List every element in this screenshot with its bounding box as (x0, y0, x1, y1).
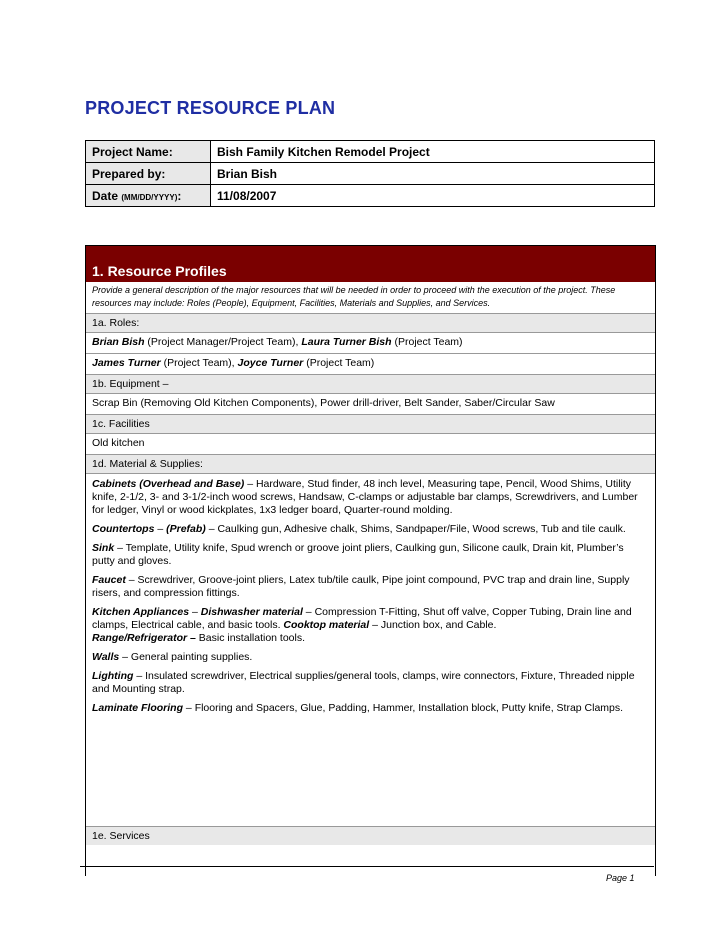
services-header: 1e. Services (86, 827, 655, 845)
project-name-value: Bish Family Kitchen Remodel Project (211, 141, 655, 163)
resource-profiles-section (85, 245, 656, 876)
prepared-by-value: Brian Bish (211, 163, 655, 185)
role-text: (Project Team), (160, 357, 238, 369)
prepared-by-row (86, 163, 655, 185)
role-person: Laura Turner Bish (301, 336, 392, 348)
date-label: Date (92, 188, 119, 203)
list-item: Walls – General painting supplies. (92, 651, 253, 663)
date-row (86, 185, 655, 207)
supplies-header: 1d. Material & Supplies: (86, 455, 655, 474)
date-format-label: (MM/DD/YYYY) (121, 192, 178, 202)
equipment-list: Scrap Bin (Removing Old Kitchen Components), Power drill-driver, Belt Sander, Saber/Circular Saw (86, 394, 655, 415)
project-name-row (86, 141, 655, 163)
role-person: Joyce Turner (237, 357, 304, 369)
list-item: Kitchen Appliances – Dishwasher material – Compression T-Fitting, Shut off valve, Copper Tubing, Drain line and clamps, Electrical cable, and basic tools. Cooktop material – Junction box, and Cable. Range/Refrigerator – Basic installation tools. (92, 606, 632, 644)
page-number: Page 1 (606, 873, 635, 883)
facilities-header: 1c. Facilities (86, 415, 655, 434)
prepared-by-label: Prepared by: (86, 163, 211, 185)
project-name-label: Project Name: (86, 141, 211, 163)
role-text: (Project Team) (303, 357, 375, 369)
list-item: Countertops – (Prefab) – Caulking gun, Adhesive chalk, Shims, Sandpaper/File, Wood screws, Tub and tile caulk. (92, 523, 626, 535)
facilities-list: Old kitchen (86, 434, 655, 455)
footer-divider (80, 866, 654, 867)
role-person: James Turner (92, 357, 161, 369)
project-info-table (85, 140, 655, 207)
date-label-cell (86, 185, 211, 207)
date-colon: : (177, 188, 182, 203)
list-item: Lighting – Insulated screwdriver, Electrical supplies/general tools, clamps, wire connectors, Fixture, Threaded nipple and Mounting strap. (92, 670, 635, 695)
list-item: Faucet – Screwdriver, Groove-joint pliers, Latex tub/tile caulk, Pipe joint compound, PVC trap and drain line, Supply risers, and compression fittings. (92, 574, 630, 599)
section-heading: 1. Resource Profiles (86, 246, 655, 282)
section-description: Provide a general description of the major resources that will be needed in order to proceed with the execution of the project. These resources may include: Roles (People), Equipment, Facilities, Materials and Supplies, and Services. (86, 282, 655, 314)
roles-line-2 (86, 354, 655, 375)
role-text: (Project Manager/Project Team), (144, 336, 302, 348)
date-value: 11/08/2007 (211, 185, 655, 207)
list-item: Cabinets (Overhead and Base) – Hardware, Stud finder, 48 inch level, Measuring tape, Pencil, Wood Shims, Utility knife, 2-1/2, 3- and 3-1/2-inch wood screws, Handsaw, C-clamps or adjustable bar clamps, Screwdrivers, and Lumber for ledger, Vinyl or wood kickplates, 1x3 ledger board, Quarter-round molding. (92, 478, 638, 516)
supplies-list (86, 474, 655, 827)
list-item: Laminate Flooring – Flooring and Spacers, Glue, Padding, Hammer, Installation block, Putty knife, Strap Clamps. (92, 702, 624, 714)
equipment-header: 1b. Equipment – (86, 375, 655, 394)
roles-header: 1a. Roles: (86, 314, 655, 333)
role-text: (Project Team) (391, 336, 463, 348)
roles-line-1 (86, 333, 655, 354)
role-person: Brian Bish (92, 336, 145, 348)
page-title: PROJECT RESOURCE PLAN (85, 98, 336, 118)
list-item: Sink – Template, Utility knife, Spud wrench or groove joint pliers, Caulking gun, Silicone caulk, Drain kit, Plumber’s putty and gloves. (92, 542, 624, 567)
